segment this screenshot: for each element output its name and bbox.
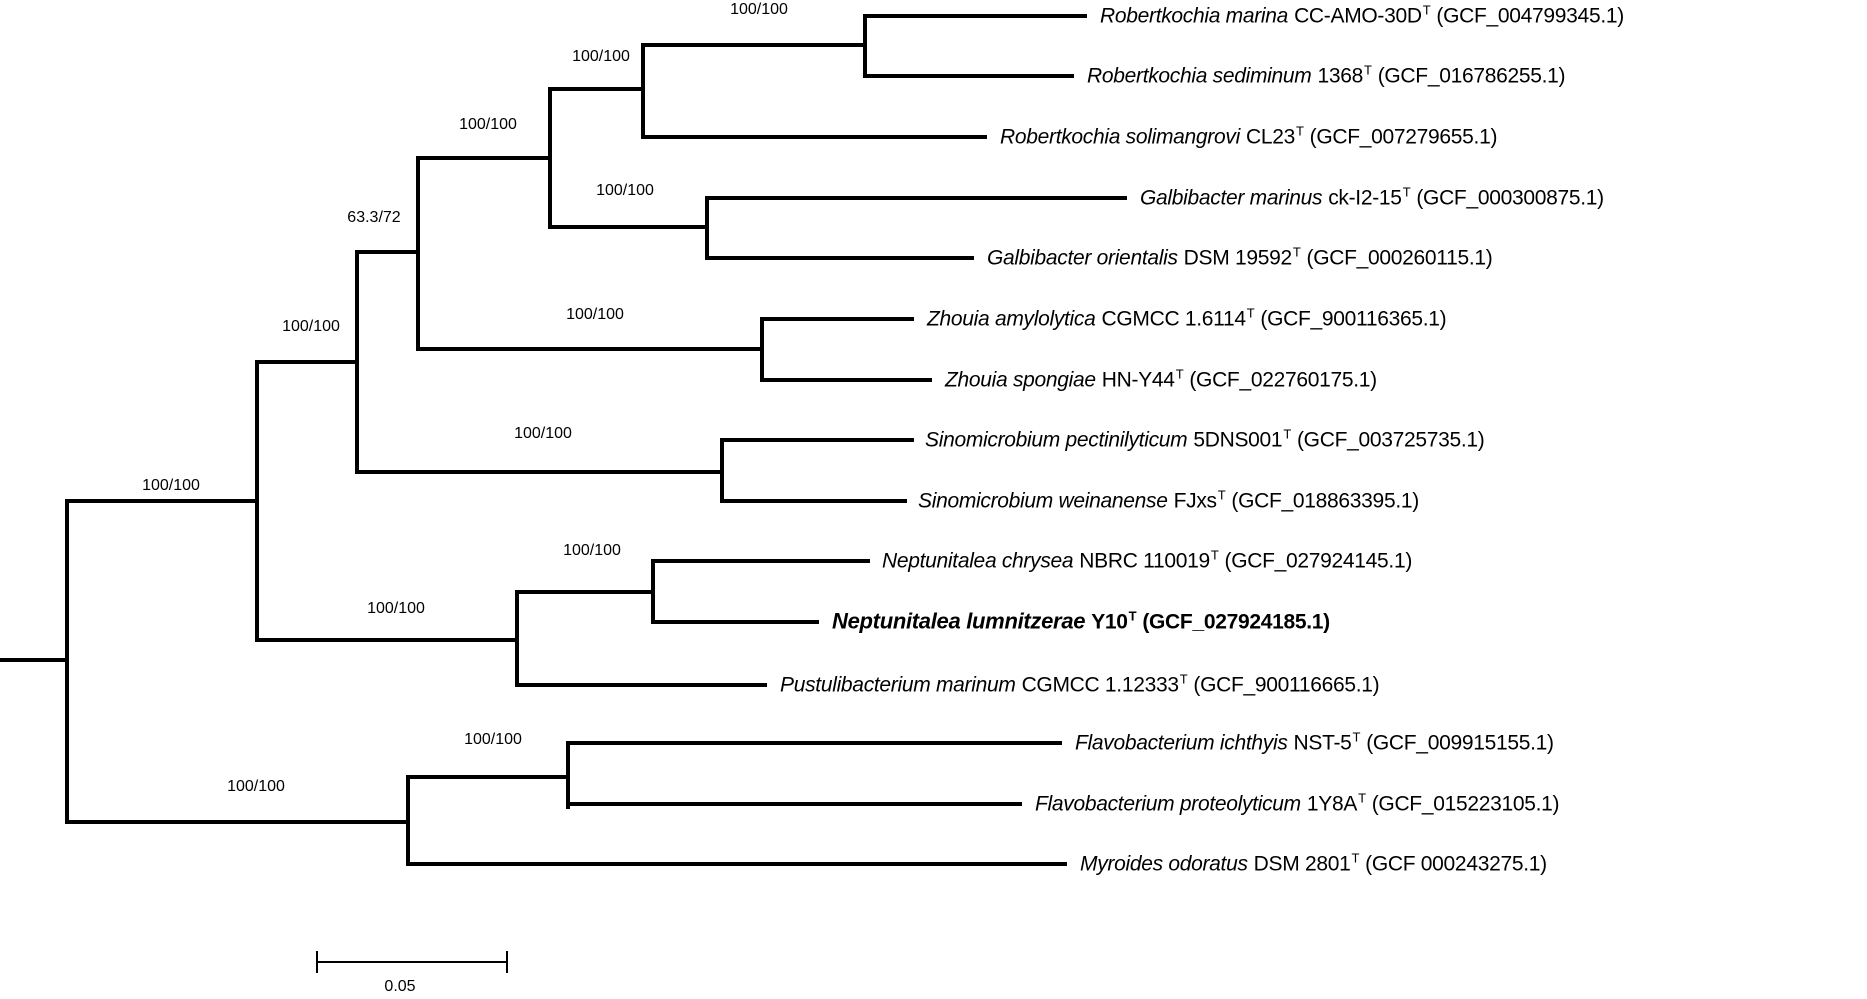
type-strain-marker: T — [1402, 184, 1411, 200]
taxon-label — [832, 608, 1330, 634]
species-name: Robertkochia marina — [1100, 4, 1289, 28]
accession-number: (GCF_015223105.1) — [1371, 792, 1560, 816]
taxon-label — [780, 671, 1379, 697]
type-strain-marker: T — [1175, 366, 1184, 382]
accession-number: (GCF_027924185.1) — [1142, 610, 1330, 634]
strain-id: 1Y8A — [1306, 792, 1358, 816]
strain-id: DSM 19592 — [1183, 246, 1292, 270]
species-name: Flavobacterium proteolyticum — [1035, 792, 1301, 816]
species-name: Zhouia spongiae — [945, 368, 1096, 392]
accession-number: (GCF_000300875.1) — [1416, 186, 1604, 210]
type-strain-marker: T — [1217, 487, 1226, 503]
species-name: Myroides odoratus — [1080, 852, 1248, 876]
accession-number: (GCF_004799345.1) — [1436, 4, 1624, 28]
support-value: 100/100 — [572, 48, 630, 65]
species-name: Zhouia amylolytica — [927, 307, 1096, 331]
accession-number: (GCF_900116665.1) — [1193, 673, 1380, 697]
type-strain-marker: T — [1283, 426, 1291, 442]
strain-id: CGMCC 1.12333 — [1021, 673, 1179, 697]
support-value: 100/100 — [563, 542, 621, 559]
taxon-label — [1080, 850, 1547, 876]
accession-number: (GCF_016786255.1) — [1377, 64, 1566, 88]
accession-number: (GCF_009915155.1) — [1366, 731, 1554, 755]
accession-number: (GCF_003725735.1) — [1296, 428, 1485, 452]
support-value: 100/100 — [142, 477, 200, 494]
type-strain-marker: T — [1210, 547, 1219, 563]
support-value: 100/100 — [514, 425, 572, 442]
type-strain-marker: T — [1358, 790, 1366, 806]
species-name: Pustulibacterium marinum — [780, 673, 1016, 697]
type-strain-marker: T — [1351, 850, 1360, 866]
strain-id: DSM 2801 — [1253, 852, 1351, 876]
strain-id: FJxs — [1173, 489, 1217, 513]
taxon-label — [987, 244, 1493, 270]
taxon-label — [1035, 790, 1559, 816]
type-strain-marker: T — [1422, 2, 1431, 18]
accession-number: (GCF_900116365.1) — [1260, 307, 1447, 331]
strain-id: Y10 — [1091, 610, 1128, 634]
species-name: Flavobacterium ichthyis — [1075, 731, 1288, 755]
type-strain-marker: T — [1128, 608, 1137, 624]
species-name: Neptunitalea lumnitzerae — [832, 608, 1086, 634]
support-value: 100/100 — [596, 182, 654, 199]
support-value: 100/100 — [459, 116, 517, 133]
species-name: Sinomicrobium pectinilyticum — [925, 428, 1188, 452]
strain-id: CGMCC 1.6114 — [1101, 307, 1246, 331]
accession-number: (GCF 000243275.1) — [1365, 852, 1547, 876]
support-value: 100/100 — [227, 778, 285, 795]
strain-id: CC-AMO-30D — [1294, 4, 1422, 28]
taxon-label — [1075, 729, 1554, 755]
type-strain-marker: T — [1295, 123, 1304, 139]
type-strain-marker: T — [1364, 62, 1372, 78]
support-value: 100/100 — [367, 600, 425, 617]
type-strain-marker: T — [1292, 244, 1301, 260]
taxon-label — [1087, 62, 1565, 88]
support-value: 100/100 — [464, 731, 522, 748]
species-name: Sinomicrobium weinanense — [918, 489, 1168, 513]
support-value: 100/100 — [282, 318, 340, 335]
species-name: Robertkochia solimangrovi — [1000, 125, 1240, 149]
accession-number: (GCF_027924145.1) — [1224, 549, 1413, 573]
taxon-label — [1140, 184, 1604, 210]
strain-id: NST-5 — [1293, 731, 1352, 755]
strain-id: 5DNS001 — [1193, 428, 1283, 452]
taxon-label — [1100, 2, 1624, 28]
species-name: Robertkochia sediminum — [1087, 64, 1312, 88]
accession-number: (GCF_018863395.1) — [1231, 489, 1419, 513]
taxon-label — [927, 305, 1446, 331]
type-strain-marker: T — [1246, 305, 1255, 321]
taxon-label — [945, 366, 1377, 392]
strain-id: CL23 — [1245, 125, 1295, 149]
support-value: 100/100 — [566, 306, 624, 323]
strain-id: HN-Y44 — [1101, 368, 1175, 392]
accession-number: (GCF_000260115.1) — [1306, 246, 1493, 270]
taxon-label — [925, 426, 1485, 452]
strain-id: NBRC 110019 — [1079, 549, 1210, 573]
type-strain-marker: T — [1179, 671, 1188, 687]
scale-bar-label: 0.05 — [384, 978, 416, 995]
support-value: 100/100 — [730, 1, 788, 18]
species-name: Galbibacter orientalis — [987, 246, 1178, 270]
taxon-label — [918, 487, 1419, 513]
support-value: 63.3/72 — [347, 209, 401, 226]
type-strain-marker: T — [1352, 729, 1361, 745]
species-name: Galbibacter marinus — [1140, 186, 1323, 210]
accession-number: (GCF_022760175.1) — [1189, 368, 1377, 392]
accession-number: (GCF_007279655.1) — [1309, 125, 1498, 149]
strain-id: ck-I2-15 — [1328, 186, 1402, 210]
taxon-label — [882, 547, 1412, 573]
strain-id: 1368 — [1317, 64, 1364, 88]
species-name: Neptunitalea chrysea — [882, 549, 1074, 573]
taxon-label — [1000, 123, 1497, 149]
